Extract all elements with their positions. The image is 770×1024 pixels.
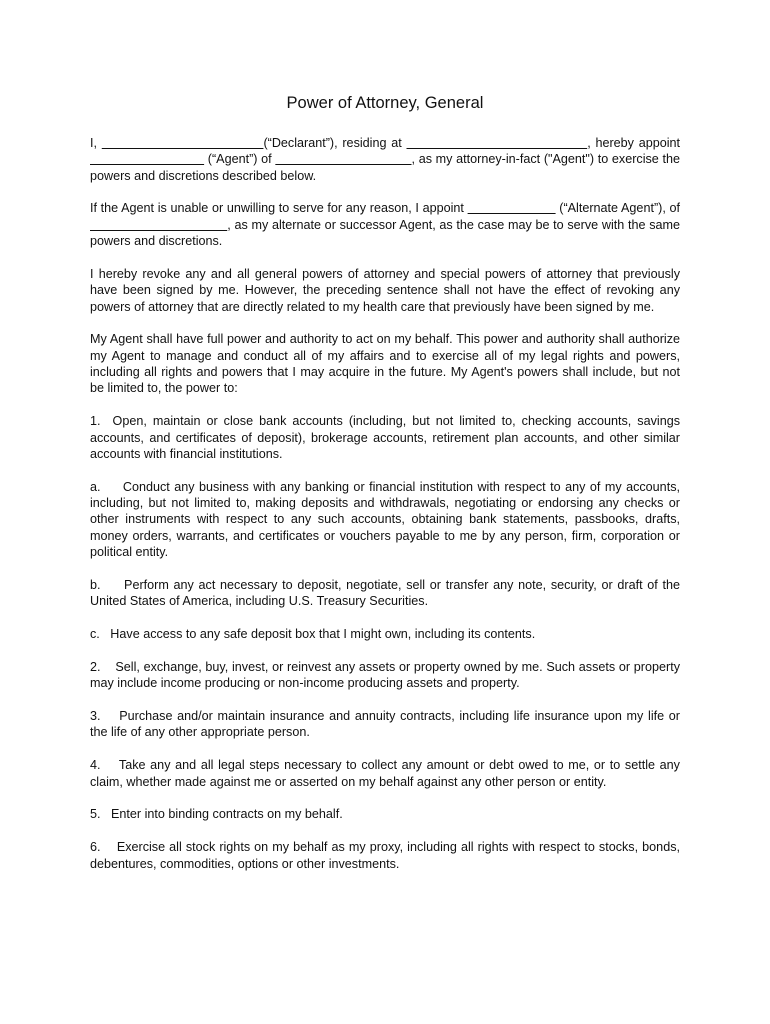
item-number: 6.	[90, 840, 101, 855]
declarant-address-blank[interactable]	[407, 136, 588, 150]
agent-address-blank[interactable]	[275, 152, 411, 166]
power-item-2	[90, 659, 680, 692]
p1-text-5: , as my attorney-in-fact ("Agent") to exercise the powers and discretions described below.	[90, 152, 681, 183]
item-number: c.	[90, 626, 100, 641]
document-page	[90, 92, 680, 872]
alternate-agent-paragraph	[90, 200, 680, 249]
p2-text-1: If the Agent is unable or unwilling to serve for any reason, I appoint	[90, 201, 464, 216]
item-text: Sell, exchange, buy, invest, or reinvest any assets or property owned by me. Such assets or property may include income producing or non-income producing assets and property.	[90, 659, 680, 691]
alternate-agent-name-blank[interactable]	[468, 201, 556, 215]
item-text: Conduct any business with any banking or financial institution with respect to any of my accounts, including, but not limited to, making deposits and withdrawals, negotiating or endorsing any checks or other instruments with respect to any such accounts, obtaining bank statements, passbooks, drafts, money orders, warrants, and certificates or vouchers payable to me by any person, firm, corporation or political entity.	[90, 479, 680, 559]
item-number: 2.	[90, 659, 101, 674]
item-text: Have access to any safe deposit box that I might own, including its contents.	[110, 626, 536, 641]
item-number: 1.	[90, 414, 101, 429]
item-number: 5.	[90, 807, 101, 822]
item-text: Open, maintain or close bank accounts (including, but not limited to, checking accounts, savings accounts, and certificates of deposit), brokerage accounts, retirement plan accounts, and other similar accounts with financial institutions.	[90, 414, 680, 461]
item-number: 3.	[90, 709, 101, 724]
p2-text-3: , as my alternate or successor Agent, as the case may be to serve with the same powers and discretions.	[90, 217, 681, 249]
power-item-a	[90, 479, 680, 560]
revocation-paragraph: I hereby revoke any and all general powers of attorney and special powers of attorney that previously have been signed by me. However, the preceding sentence shall not have the effect of revoking any powers of attorney that are directly related to my health care that previously have been signed by me.	[90, 266, 680, 314]
item-number: 4.	[90, 758, 101, 773]
power-item-5	[90, 806, 680, 822]
item-text: Enter into binding contracts on my behalf.	[111, 807, 343, 822]
document-title: Power of Attorney, General	[286, 94, 484, 112]
power-item-3	[90, 708, 680, 741]
power-item-6	[90, 839, 680, 872]
item-text: Purchase and/or maintain insurance and annuity contracts, including life insurance upon my life or the life of any other appropriate person.	[90, 709, 681, 740]
power-item-4	[90, 757, 680, 790]
power-item-1	[90, 413, 680, 462]
item-text: Exercise all stock rights on my behalf as my proxy, including all rights with respect to stocks, bonds, debentures, commodities, options or other investments.	[90, 840, 680, 871]
agent-name-blank[interactable]	[90, 152, 204, 166]
appointment-paragraph	[90, 135, 680, 184]
item-text: Take any and all legal steps necessary to collect any amount or debt owed to me, or to settle any claim, whether made against me or asserted on my behalf against any other person or entity.	[90, 758, 680, 789]
item-number: b.	[90, 577, 101, 592]
p1-text-2: (“Declarant”), residing at	[263, 136, 402, 150]
p1-text-3: , hereby appoint	[587, 136, 681, 150]
power-item-b	[90, 577, 680, 610]
declarant-name-blank[interactable]	[102, 136, 264, 150]
alternate-agent-address-blank[interactable]	[90, 218, 227, 232]
item-text: Perform any act necessary to deposit, negotiate, sell or transfer any note, security, or draft of the United States of America, including U.S. Treasury Securities.	[90, 577, 680, 609]
agent-authority-paragraph: My Agent shall have full power and authority to act on my behalf. This power and authority shall authorize my Agent to manage and conduct all of my affairs and to exercise all of my legal rights and powers, including all rights and powers that I may acquire in the future. My Agent's powers shall include, but not be limited to, the power to:	[90, 332, 680, 396]
p1-text-1: I,	[90, 136, 97, 150]
p2-text-2: (“Alternate Agent”), of	[559, 201, 680, 216]
p1-text-4: (“Agent”) of	[207, 152, 272, 167]
item-number: a.	[90, 479, 101, 494]
power-item-c	[90, 626, 680, 642]
